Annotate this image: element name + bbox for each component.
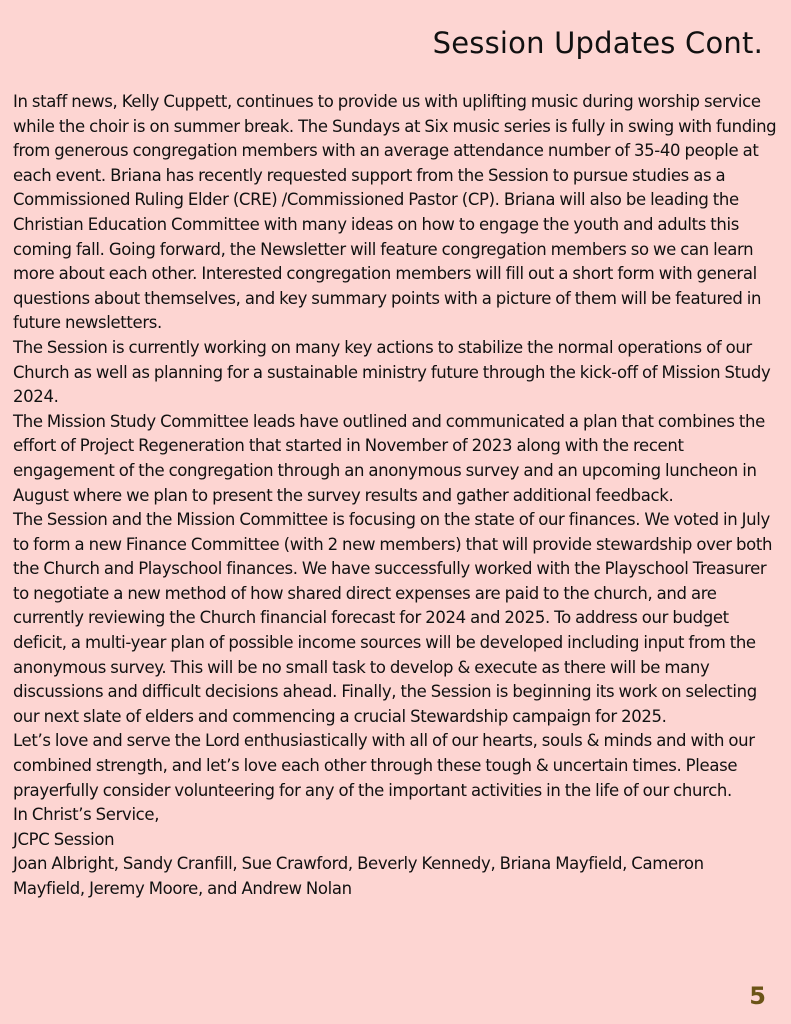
closing-paragraph: Let’s love and serve the Lord enthusiastically with all of our hearts, souls & minds and with our combined strength, and let’s love each other through these tough & uncertain times. Please prayerfully consider volunteering for any of the important activities in the life of our church. (13, 731, 755, 800)
page-title: Session Updates Cont. (432, 26, 763, 60)
page-number: 5 (749, 982, 766, 1010)
article-body (13, 90, 779, 902)
key-actions-paragraph: The Session is currently working on many key actions to stabilize the normal operations of our Church as well as planning for a sustainable ministry future through the kick-off of Mission Study 2024. (13, 337, 771, 407)
session-members: Joan Albright, Sandy Cranfill, Sue Crawford, Beverly Kennedy, Briana Mayfield, Cameron Mayfield, Jeremy Moore, and Andrew Nolan (13, 854, 704, 898)
signatory: JCPC Session (13, 829, 115, 849)
mission-study-paragraph: The Mission Study Committee leads have outlined and communicated a plan that combines the effort of Project Regeneration that started in November of 2023 along with the recent engagement of the congregation through an anonymous survey and an upcoming luncheon in August where we plan to present the survey results and gather additional feedback. (13, 411, 765, 505)
sign-off: In Christ’s Service, (13, 805, 160, 825)
finances-paragraph: The Session and the Mission Committee is focusing on the state of our finances. We voted in July to form a new Finance Committee (with 2 new members) that will provide stewardship over both the Church and Playschool finances. We have successfully worked with the Playschool Treasurer to negotiate a new method of how shared direct expenses are paid to the church, and are currently reviewing the Church financial forecast for 2024 and 2025. To address our budget deficit, a multi-year plan of possible income sources will be developed including input from the anonymous survey. This will be no small task to develop & execute as there will be many discussions and difficult decisions ahead. Finally, the Session is beginning its work on selecting our next slate of elders and commencing a crucial Stewardship campaign for 2025. (13, 510, 773, 726)
staff-news-paragraph: In staff news, Kelly Cuppett, continues to provide us with uplifting music during worship service while the choir is on summer break. The Sundays at Six music series is fully in swing with funding from generous congregation members with an average attendance number of 35-40 people at each event. Briana has recently requested support from the Session to pursue studies as a Commissioned Ruling Elder (CRE) /Commissioned Pastor (CP). Briana will also be leading the Christian Education Committee with many ideas on how to engage the youth and adults this coming fall. Going forward, the Newsletter will feature congregation members so we can learn more about each other. Interested congregation members will fill out a short form with general questions about themselves, and key summary points with a picture of them will be featured in future newsletters. (13, 92, 777, 333)
